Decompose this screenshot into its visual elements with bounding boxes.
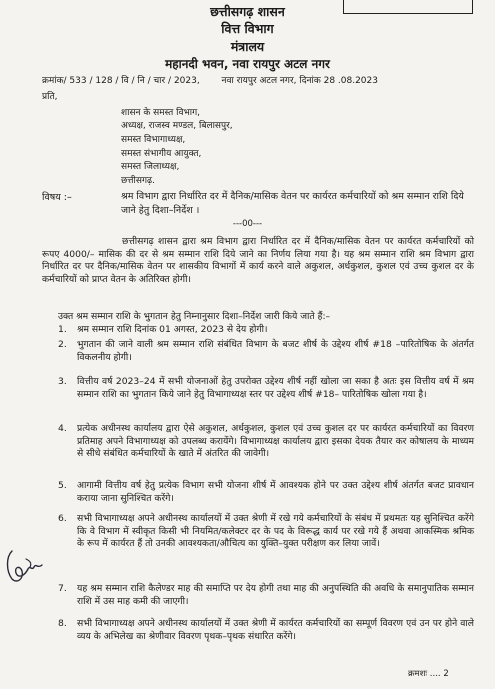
recipient-line: अध्यक्ष, राजस्व मण्डल, बिलासपुर, (121, 121, 233, 131)
recipient-line: छत्तीसगढ़. (121, 176, 155, 186)
instruction-item: सभी विभागाध्यक्ष अपने अधीनस्थ कार्यालयों में उक्त श्रेणी में रखे गये कर्मचारियों के संबंध में प्रथमतः यह सुनिश्चित करेंगे कि वे विभाग में स्वीकृत किसी भी नियमित/कलेक्टर दर के पद के विरूद्ध कार्य पर रखे गये हैं अथवा आकस्मिक श्रमिक के रूप में कार्यरत हैं तो उनकी आवश्यकता/औचित्य का युक्ति–युक्त परीक्षण कर लिया जावें। (77, 513, 474, 550)
intro-paragraph: छत्तीसगढ़ शासन द्वारा श्रम विभाग द्वारा निर्धारित दर में दैनिक/मासिक वेतन पर कार्यरत कर्मचारियों को रूपए 4000/– मासिक की दर से श्रम सम्मान राशि दिये जाने का निर्णय लिया गया है। यह श्रम सम्मान राशि श्रम विभाग द्वारा निर्धारित दर पर दैनिक/मासिक वेतन पर शासकीय विभागों में कार्य करने वाले अकुशल, अर्धकुशल, कुशल एवं उच्च कुशल दर के कर्मचारियों को प्राप्त वेतन के अतिरिक्त होगी। (42, 236, 474, 286)
recipient-line: शासन के समस्त विभाग, (121, 108, 201, 118)
office-address: महानदी भवन, नवा रायपुर अटल नगर (165, 57, 330, 71)
item-number: 8. (58, 618, 67, 629)
instruction-item: श्रम सम्मान राशि दिनांक 01 अगस्त, 2023 से देय होगी। (77, 324, 268, 335)
item-number: 2. (58, 339, 67, 350)
subject-label: विषय :– (42, 192, 72, 203)
instruction-item: वित्तीय वर्ष 2023–24 में सभी योजनाओं हेतु उपरोक्त उद्देश्य शीर्ष नहीं खोला जा सका है अतः इस वित्तीय वर्ष में श्रम सम्मान राशि का भुगतान किये जाने हेतु विभागाध्यक्ष स्तर पर उद्देश्य शीर्ष #18– पारितोषिक खोला गया है। (77, 376, 474, 400)
reference-line (42, 73, 378, 86)
divider: ---00--- (232, 219, 263, 229)
reference-number: क्रमांक/ 533 / 128 / वि / नि / चार / 2023, (42, 76, 200, 86)
reference-place-date: नवा रायपुर अटल नगर, दिनांक 28 .08.2023 (221, 76, 378, 86)
item-number: 1. (58, 324, 67, 335)
government-heading: छत्तीसगढ़ शासन (210, 4, 285, 19)
department-heading: वित्त विभाग (221, 21, 274, 36)
instruction-item: यह श्रम सम्मान राशि कैलेण्डर माह की समाप्ति पर देय होगी तथा माह की अनुपस्थिति की अवधि के समानुपातिक सम्मान राशि में उस माह कमी की जाएगी। (77, 583, 474, 607)
continuation-note: क्रमशः .... 2 (408, 669, 449, 679)
instructions-heading: उक्त श्रम सम्मान राशि के भुगतान हेतु निम्नानुसार दिशा–निर्देश जारी किये जाते हैं:– (58, 311, 331, 322)
item-number: 4. (58, 423, 67, 434)
subject-text: श्रम विभाग द्वारा निर्धारित दर में दैनिक/मासिक वेतन पर कार्यरत कर्मचारियों को श्रम सम्मान राशि दिये जाने हेतु दिशा–निर्देश । (121, 191, 464, 216)
instruction-item: प्रत्येक अधीनस्थ कार्यालय द्वारा ऐसे अकुशल, अर्धकुशल, कुशल एवं उच्च कुशल दर पर कार्यरत कर्मचारियों का विवरण प्रतिमाह अपने विभागाध्यक्ष को उपलब्ध करायेंगे। विभागाध्यक्ष कार्यालय द्वारा इसका देयक तैयार कर कोषालय के माध्यम से सीधे संबंधित कर्मचारियों के खाते में अंतरित की जावेगी। (77, 423, 474, 460)
to-label: प्रति, (42, 92, 58, 102)
item-number: 6. (58, 513, 67, 524)
ministry-heading: मंत्रालय (230, 39, 265, 54)
handwritten-signature (4, 545, 48, 587)
recipient-line: समस्त जिलाध्यक्ष, (121, 162, 180, 172)
recipient-line: समस्त विभागाध्यक्ष, (121, 135, 186, 145)
item-number: 7. (58, 583, 67, 594)
item-number: 5. (58, 480, 67, 491)
recipient-line: समस्त संभागीय आयुक्त, (121, 149, 202, 159)
instruction-item: भुगतान की जाने वाली श्रम सम्मान राशि संबंधित विभाग के बजट शीर्ष के उद्देश्य शीर्ष #18 –पारितोषिक के अंतर्गत विकलनीय होगी। (77, 339, 474, 363)
instruction-item: आगामी वित्तीय वर्ष हेतु प्रत्येक विभाग सभी योजना शीर्ष में आवश्यक होने पर उक्त उद्देश्य शीर्ष अंतर्गत बजट प्रावधान कराया जाना सुनिश्चित करेंगे। (77, 480, 474, 504)
instruction-item: सभी विभागाध्यक्ष अपने अधीनस्थ कार्यालयों में उक्त श्रेणी में कार्यरत कर्मचारियों का सम्पूर्ण विवरण एवं उन पर होने वाले व्यय के अभिलेख का श्रेणीवार विवरण पृथक–पृथक संधारित करेंगे। (77, 618, 474, 642)
item-number: 3. (58, 376, 67, 387)
